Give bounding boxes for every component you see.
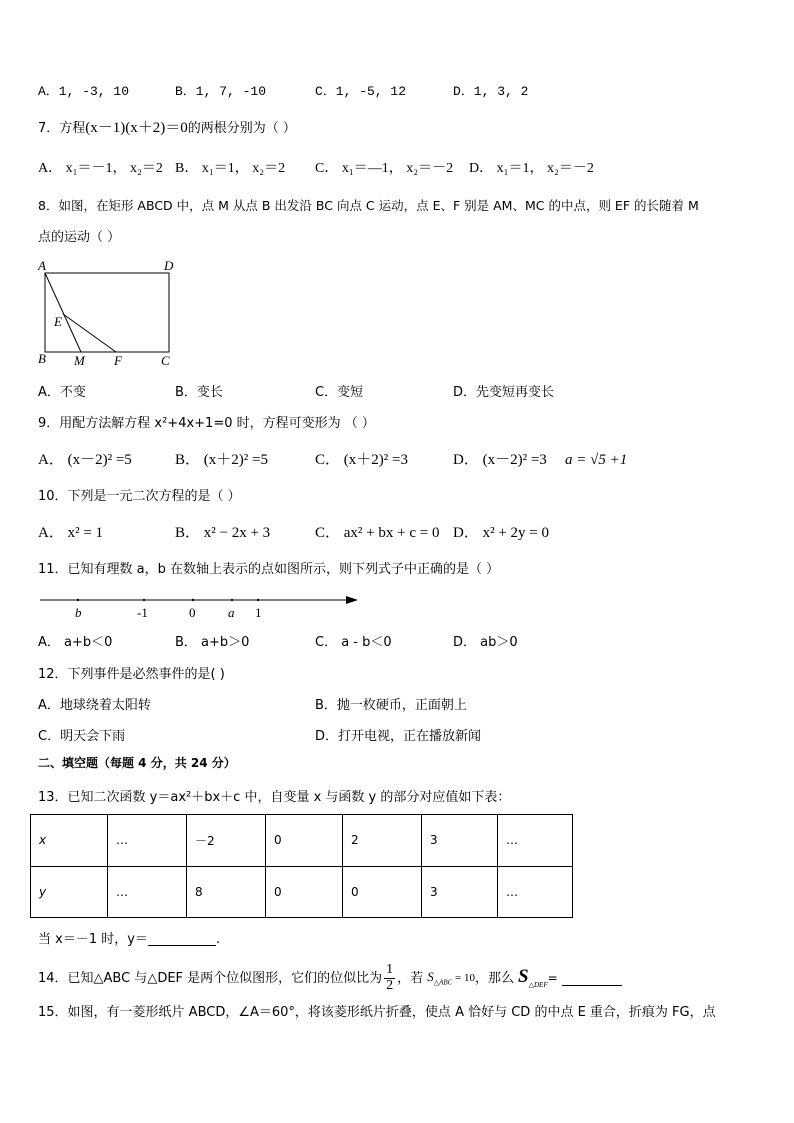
q13-answer-prefix: 当 x＝－1 时，y＝ bbox=[38, 932, 148, 947]
q13-answer-blank[interactable] bbox=[148, 933, 216, 946]
table-row bbox=[31, 815, 573, 867]
q13-stem: 13．已知二次函数 y＝ax²＋bx＋c 中，自变量 x 与函数 y 的部分对应值如下表： bbox=[38, 790, 511, 805]
table-cell: 3 bbox=[422, 815, 498, 867]
q14-area-def bbox=[518, 967, 548, 989]
label-zero: 0 bbox=[189, 605, 196, 620]
tick-one bbox=[257, 599, 259, 601]
q8-option-d: D．先变短再变长 bbox=[453, 385, 555, 400]
segment-am bbox=[45, 273, 81, 352]
q14-area-abc bbox=[427, 970, 475, 987]
q7-option-d: D． x₁＝1， x₂＝－2 bbox=[469, 161, 594, 176]
label-c: C bbox=[161, 353, 170, 368]
label-b: b bbox=[75, 605, 82, 620]
area-abc-subscript: △ABC bbox=[433, 978, 453, 987]
q6-option-b: B．1, 7, -10 bbox=[175, 84, 267, 99]
q8-option-b: B．变长 bbox=[175, 385, 223, 400]
q6-option-c: C．1, -5, 12 bbox=[315, 84, 407, 99]
table-cell: … bbox=[498, 866, 573, 918]
q8-stem-line2: 点的运动（ ） bbox=[38, 230, 121, 245]
q10-option-a: A． x² = 1 bbox=[38, 525, 104, 541]
point-a bbox=[231, 599, 233, 601]
q14-equals: = bbox=[547, 971, 558, 985]
table-cell: 0 bbox=[343, 866, 422, 918]
rectangle-abcd bbox=[45, 273, 169, 352]
label-neg1: -1 bbox=[137, 605, 148, 620]
q11-option-a: A． a+b＜0 bbox=[38, 635, 113, 650]
label-e: E bbox=[54, 314, 62, 329]
q10-option-c: C． ax² + bx + c = 0 bbox=[315, 525, 440, 541]
q12-option-b: B．抛一枚硬币，正面朝上 bbox=[315, 698, 467, 713]
q9-option-c: C． (x＋2)² =3 bbox=[315, 452, 408, 468]
point-b bbox=[77, 599, 79, 601]
label-f: F bbox=[114, 353, 122, 368]
q8-option-c: C．变短 bbox=[315, 385, 364, 400]
q12-option-d: D．打开电视，正在播放新闻 bbox=[315, 729, 482, 744]
q11-option-d: D． ab＞0 bbox=[453, 635, 518, 650]
label-m: M bbox=[74, 353, 85, 368]
arrow-right-icon bbox=[346, 596, 358, 604]
fraction-denominator: 2 bbox=[386, 977, 394, 993]
q12-option-a: A．地球绕着太阳转 bbox=[38, 698, 151, 713]
table-cell: … bbox=[498, 815, 573, 867]
q7-option-b: B． x₁＝1， x₂＝2 bbox=[175, 161, 286, 176]
q7-prefix: 7．方程 bbox=[38, 121, 86, 136]
tick-zero bbox=[192, 599, 194, 601]
table-cell: … bbox=[108, 815, 187, 867]
q13-answer-suffix: . bbox=[215, 932, 221, 947]
q8-stem-line1: 8．如图，在矩形 ABCD 中，点 M 从点 B 出发沿 BC 向点 C 运动，点 E、F 别是 AM、MC 的中点，则 EF 的长随着 M bbox=[38, 198, 699, 213]
q13-value-table bbox=[30, 814, 573, 918]
q9-option-a: A． (x－2)² =5 bbox=[38, 452, 132, 468]
q9-stem: 9．用配方法解方程 x²+4x+1=0 时，方程可变形为 （ ） bbox=[38, 416, 375, 431]
q14-prefix: 14．已知△ABC 与△DEF 是两个位似图形，它们的位似比为 bbox=[38, 970, 383, 986]
q12-stem: 12．下列事件是必然事件的是( ) bbox=[38, 667, 225, 682]
table-cell: 0 bbox=[266, 815, 343, 867]
segment-ef bbox=[63, 314, 116, 352]
q7-stem bbox=[38, 121, 296, 136]
label-a: a bbox=[228, 605, 235, 620]
table-cell: 0 bbox=[266, 866, 343, 918]
q10-stem: 10．下列是一元二次方程的是（ ） bbox=[38, 489, 241, 504]
q8-option-a: A．不变 bbox=[38, 385, 86, 400]
table-cell: … bbox=[108, 866, 187, 918]
label-b: B bbox=[38, 351, 46, 366]
q7-suffix: 的两根分别为（ ） bbox=[187, 121, 296, 136]
q8-rectangle-figure bbox=[30, 256, 190, 372]
q6-option-d: D．1, 3, 2 bbox=[453, 84, 529, 99]
q7-option-a: A． x₁＝－1， x₂＝2 bbox=[38, 161, 163, 176]
q14-ratio-fraction bbox=[384, 963, 395, 993]
q14-then: ，那么 bbox=[475, 970, 515, 986]
q11-option-c: C． a - b＜0 bbox=[315, 635, 392, 650]
q14-answer-blank[interactable] bbox=[562, 971, 622, 986]
area-s-symbol: S bbox=[427, 968, 434, 984]
area-def-subscript: △DEF bbox=[528, 980, 548, 989]
q11-option-b: B． a+b＞0 bbox=[175, 635, 250, 650]
table-cell: 3 bbox=[422, 866, 498, 918]
section-heading-fill-in: 二、填空题（每题 4 分，共 24 分） bbox=[38, 756, 236, 770]
table-cell: 2 bbox=[343, 815, 422, 867]
label-a: A bbox=[38, 258, 46, 273]
fraction-numerator: 1 bbox=[386, 961, 394, 977]
q6-option-a: A．1, -3, 10 bbox=[38, 84, 130, 99]
table-cell: y bbox=[31, 866, 108, 918]
q9-option-b: B． (x＋2)² =5 bbox=[175, 452, 268, 468]
table-cell: －2 bbox=[187, 815, 266, 867]
q7-option-c: C． x₁＝—1， x₂＝－2 bbox=[315, 161, 454, 176]
q15-stem: 15．如图，有一菱形纸片 ABCD，∠A＝60°，将该菱形纸片折叠，使点 A 恰好与 CD 的中点 E 重合，折痕为 FG，点 bbox=[38, 1005, 716, 1020]
q11-number-line bbox=[36, 590, 366, 620]
table-row bbox=[31, 866, 573, 918]
table-cell: x bbox=[31, 815, 108, 867]
table-cell: 8 bbox=[187, 866, 266, 918]
q10-option-d: D． x² + 2y = 0 bbox=[453, 525, 549, 541]
area-abc-value: = 10 bbox=[452, 971, 476, 984]
area-s-symbol: S bbox=[518, 966, 529, 988]
label-one: 1 bbox=[255, 605, 262, 620]
q14-stem bbox=[38, 958, 622, 998]
tick-neg1 bbox=[143, 599, 145, 601]
q7-equation: (x－1)(x＋2)＝0 bbox=[85, 120, 188, 136]
q9-option-d-extra: a = √5 +1 bbox=[565, 452, 628, 468]
q9-option-d: D． (x－2)² =3 bbox=[453, 452, 547, 468]
q14-mid: ，若 bbox=[397, 970, 424, 986]
q12-option-c: C．明天会下雨 bbox=[38, 729, 126, 744]
q13-answer-line bbox=[38, 933, 220, 946]
label-d: D bbox=[164, 258, 174, 273]
q10-option-b: B． x² − 2x + 3 bbox=[175, 525, 271, 541]
q11-stem: 11．已知有理数 a，b 在数轴上表示的点如图所示，则下列式子中正确的是（ ） bbox=[38, 562, 500, 577]
